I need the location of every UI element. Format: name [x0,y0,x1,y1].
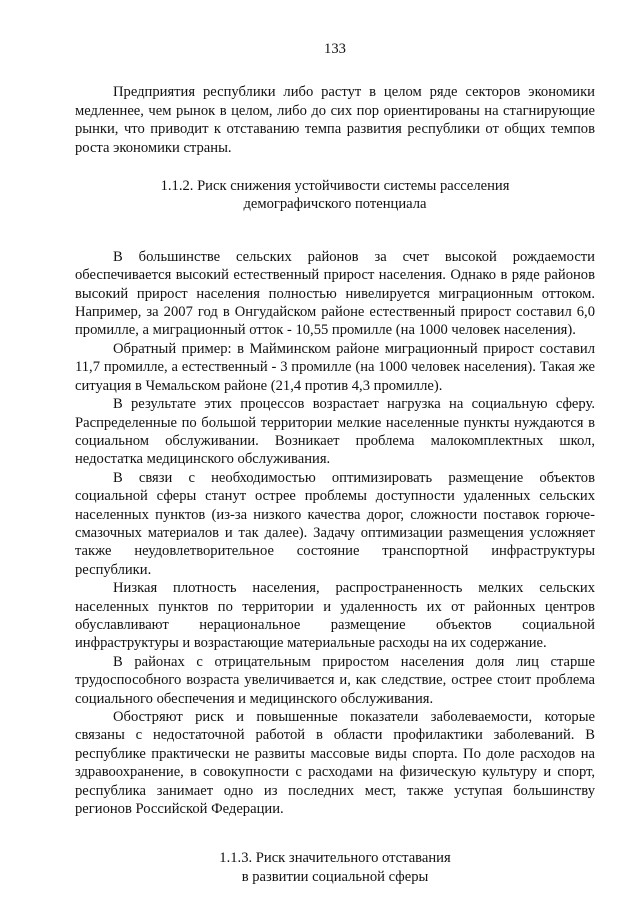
body-paragraph: В большинстве сельских районов за счет высокой рождаемости обеспечивается высокий естественный прирост населения. Однако в ряде районов высокий прирост населения полностью нивелируется миграционным оттоком. Например, за 2007 год в Онгудайском районе естественный прирост составил 6,0 промилле, а миграционный отток - 10,55 промилле (на 1000 человек населения). [75,248,595,339]
body-paragraph: Обостряют риск и повышенные показатели заболеваемости, которые связаны с недостаточной работой в области профилактики заболеваний. В республике практически не развиты массовые виды спорта. По доле расходов на здравоохранение, в совокупности с расходами на физическую культуру и спорт, республика занимает одно из последних мест, также уступая большинству регионов Российской Федерации. [75,709,595,818]
section-heading-line: 1.1.3. Риск значительного отставания [219,850,451,867]
page-number: 133 [324,41,346,57]
section-heading-1-1-2 [75,177,595,214]
section-heading-line: в развитии социальной сферы [241,868,429,885]
body-paragraph: В результате этих процессов возрастает нагрузка на социальную сферу. Распределенные по большой территории мелкие населенные пункты нуждаются в социальном обслуживании. Возникает проблема малокомплектных школ, недостатка медицинского обслуживания. [75,396,595,468]
section-heading-line: 1.1.2. Риск снижения устойчивости системы расселения [160,178,510,195]
body-paragraph: Низкая плотность населения, распространенность мелких сельских населенных пунктов по территории и удаленность их от районных центров обуславливают нерациональное размещение объектов социальной инфраструктуры и возрастающие материальные расходы на их содержание. [75,580,595,652]
section-heading-1-1-3 [75,849,595,886]
document-page [75,40,595,886]
body-paragraph: В районах с отрицательным приростом населения доля лиц старше трудоспособного возраста увеличивается и, как следствие, острее стоит проблема социального обеспечения и медицинского обслуживания. [75,653,595,707]
body-paragraph: В связи с необходимостью оптимизировать размещение объектов социальной сферы станут острее проблемы доступности удаленных сельских населенных пунктов (из-за низкого качества дорог, сложности поставок горюче-смазочных материалов и так далее). Задачу оптимизации размещения усложняет также неудовлетворительное состояние транспортной инфраструктуры республики. [75,469,595,578]
intro-paragraph: Предприятия республики либо растут в целом ряде секторов экономики медленнее, чем рынок в целом, либо до сих пор ориентированы на стагнирующие рынки, что приводит к отставанию темпа развития республики от общих темпов роста экономики страны. [75,84,595,156]
body-paragraph: Обратный пример: в Майминском районе миграционный прирост составил 11,7 промилле, а естественный - 3 промилле (на 1000 человек населения). Такая же ситуация в Чемальском районе (21,4 против 4,3 промилле). [75,340,595,394]
section-heading-line: демографичского потенциала [243,196,427,213]
